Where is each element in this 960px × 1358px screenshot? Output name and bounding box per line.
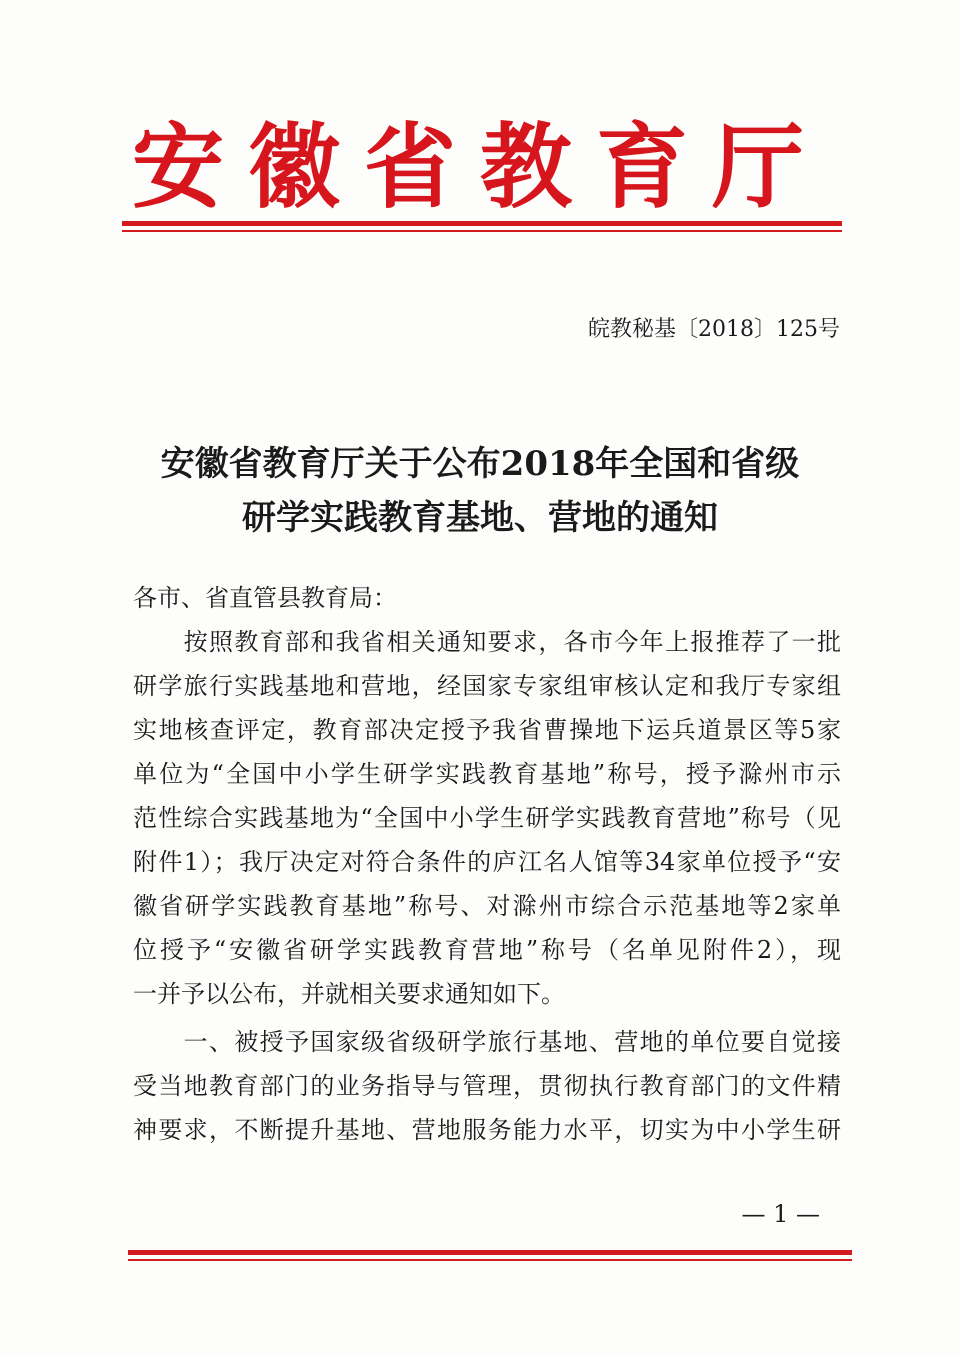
body-line: 神要求，不断提升基地、营地服务能力水平，切实为中小学生研 bbox=[133, 1116, 841, 1144]
letterhead-rule-thick bbox=[122, 221, 842, 226]
document-title-line: 安徽省教育厅关于公布2018年全国和省级 bbox=[160, 444, 800, 484]
body-line: 按照教育部和我省相关通知要求，各市今年上报推荐了一批 bbox=[133, 628, 841, 656]
body-line: 附件1）；我厅决定对符合条件的庐江名人馆等34家单位授予“安 bbox=[133, 848, 841, 876]
footer-rule-thin bbox=[128, 1259, 852, 1261]
letterhead-title: 安徽省教育厅 bbox=[131, 113, 828, 221]
body-line: 一并予以公布，并就相关要求通知如下。 bbox=[133, 980, 565, 1008]
page-number: — 1 — bbox=[741, 1200, 820, 1228]
body-line: 实地核查评定，教育部决定授予我省曹操地下运兵道景区等5家 bbox=[133, 716, 841, 744]
footer-rule-thick bbox=[128, 1250, 852, 1255]
salutation: 各市、省直管县教育局： bbox=[133, 584, 397, 612]
document-number: 皖教秘基〔2018〕125号 bbox=[588, 317, 840, 342]
letterhead-rule-thin bbox=[122, 230, 842, 232]
body-line: 研学旅行实践基地和营地，经国家专家组审核认定和我厅专家组 bbox=[133, 672, 841, 700]
body-line: 一、被授予国家级省级研学旅行基地、营地的单位要自觉接 bbox=[133, 1028, 841, 1056]
body-line: 受当地教育部门的业务指导与管理，贯彻执行教育部门的文件精 bbox=[133, 1072, 841, 1100]
document-title-line: 研学实践教育基地、营地的通知 bbox=[242, 498, 718, 538]
body-line: 位授予“安徽省研学实践教育营地”称号（名单见附件2），现 bbox=[133, 936, 841, 964]
body-line: 范性综合实践基地为“全国中小学生研学实践教育营地”称号（见 bbox=[133, 804, 841, 832]
body-line: 单位为“全国中小学生研学实践教育基地”称号，授予滁州市示 bbox=[133, 760, 841, 788]
body-line: 徽省研学实践教育基地”称号、对滁州市综合示范基地等2家单 bbox=[133, 892, 841, 920]
